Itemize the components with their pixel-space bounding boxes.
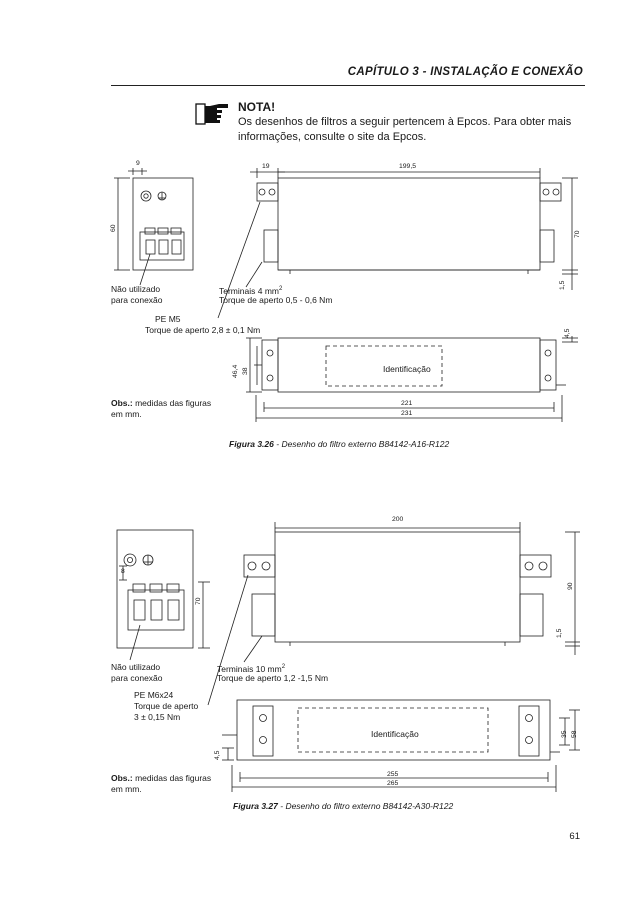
fig2-dim-side-hole: 8: [121, 568, 125, 575]
fig1-dim-inner-length: 221: [401, 400, 413, 407]
fig2-dim-overall-length: 265: [387, 780, 399, 787]
fig1-caption: Figura 3.26 - Desenho do filtro externo B84142-A16-R122: [229, 439, 450, 449]
fig2-bottom-view: [222, 700, 580, 792]
fig2-pe-line3: 3 ± 0,15 Nm: [134, 712, 181, 722]
fig1-pe-line1: PE M5: [155, 314, 181, 324]
fig2-dim-height: 90: [567, 582, 574, 590]
fig2-not-used-line2: para conexão: [111, 673, 163, 683]
fig2-caption: Figura 3.27 - Desenho do filtro externo B84142-A30-R122: [233, 801, 454, 811]
fig1-dim-bottom-a: 46,4: [232, 364, 239, 378]
fig2-identification: Identificação: [371, 729, 419, 739]
fig1-dim-side-width: 9: [136, 160, 140, 167]
fig2-dim-bottom-c: 58: [571, 730, 578, 738]
fig1-identification: Identificação: [383, 364, 431, 374]
fig1-dim-overall-length: 231: [401, 410, 413, 417]
note-title: NOTA!: [238, 100, 276, 114]
fig1-dim-height: 70: [574, 230, 581, 238]
fig2-dim-foot: 1,5: [556, 628, 563, 638]
fig1-dim-side-height: 60: [110, 224, 117, 232]
fig1-pe-line2: Torque de aperto 2,8 ± 0,1 Nm: [145, 325, 261, 335]
fig2-dim-bottom-b: 35: [561, 730, 568, 738]
fig2-pe-line1: PE M6x24: [134, 690, 174, 700]
fig1-obs-line2: em mm.: [111, 409, 142, 419]
fig2-dim-inner-length: 255: [387, 771, 399, 778]
fig2-dim-top-length: 200: [392, 516, 404, 523]
fig1-obs-line1: Obs.: medidas das figuras: [111, 398, 212, 408]
fig2-side-view: [117, 530, 210, 648]
fig1-not-used-line2: para conexão: [111, 295, 163, 305]
page-number: 61: [569, 831, 580, 842]
fig1-dim-hole: 4,5: [564, 328, 571, 338]
fig2-terminals-line1: Terminais 10 $mm^2$: [217, 663, 286, 674]
fig2-dim-side-height: 70: [195, 597, 202, 605]
fig1-terminals-line2: Torque de aperto 0,5 - 0,6 Nm: [219, 295, 333, 305]
fig1-terminals-line1: Terminais 4 $mm^2$: [219, 285, 283, 296]
fig1-side-view: [114, 168, 193, 270]
fig2-not-used-line1: Não utilizado: [111, 662, 161, 672]
fig1-not-used-line1: Não utilizado: [111, 284, 161, 294]
chapter-title: CAPÍTULO 3 - INSTALAÇÃO E CONEXÃO: [347, 66, 583, 78]
fig2-obs-line2: em mm.: [111, 784, 142, 794]
fig2-top-view: [244, 522, 580, 655]
fig2-pe-line2: Torque de aperto: [134, 701, 199, 711]
fig2-obs-line1: Obs.: medidas das figuras: [111, 773, 212, 783]
note-text: Os desenhos de filtros a seguir pertencem à Epcos. Para obter mais informações, consulte o site da Epcos.: [238, 116, 572, 143]
fig2-terminals-line2: Torque de aperto 1,2 -1,5 Nm: [217, 673, 329, 683]
fig2-dim-bottom-a: 4,5: [214, 750, 221, 760]
fig1-dim-top-left: 19: [262, 163, 270, 170]
fig1-dim-foot: 1,5: [559, 280, 566, 290]
fig1-dim-top-length: 199,5: [399, 163, 417, 170]
fig1-dim-bottom-b: 38: [242, 367, 249, 375]
fig1-top-view: [250, 168, 578, 290]
